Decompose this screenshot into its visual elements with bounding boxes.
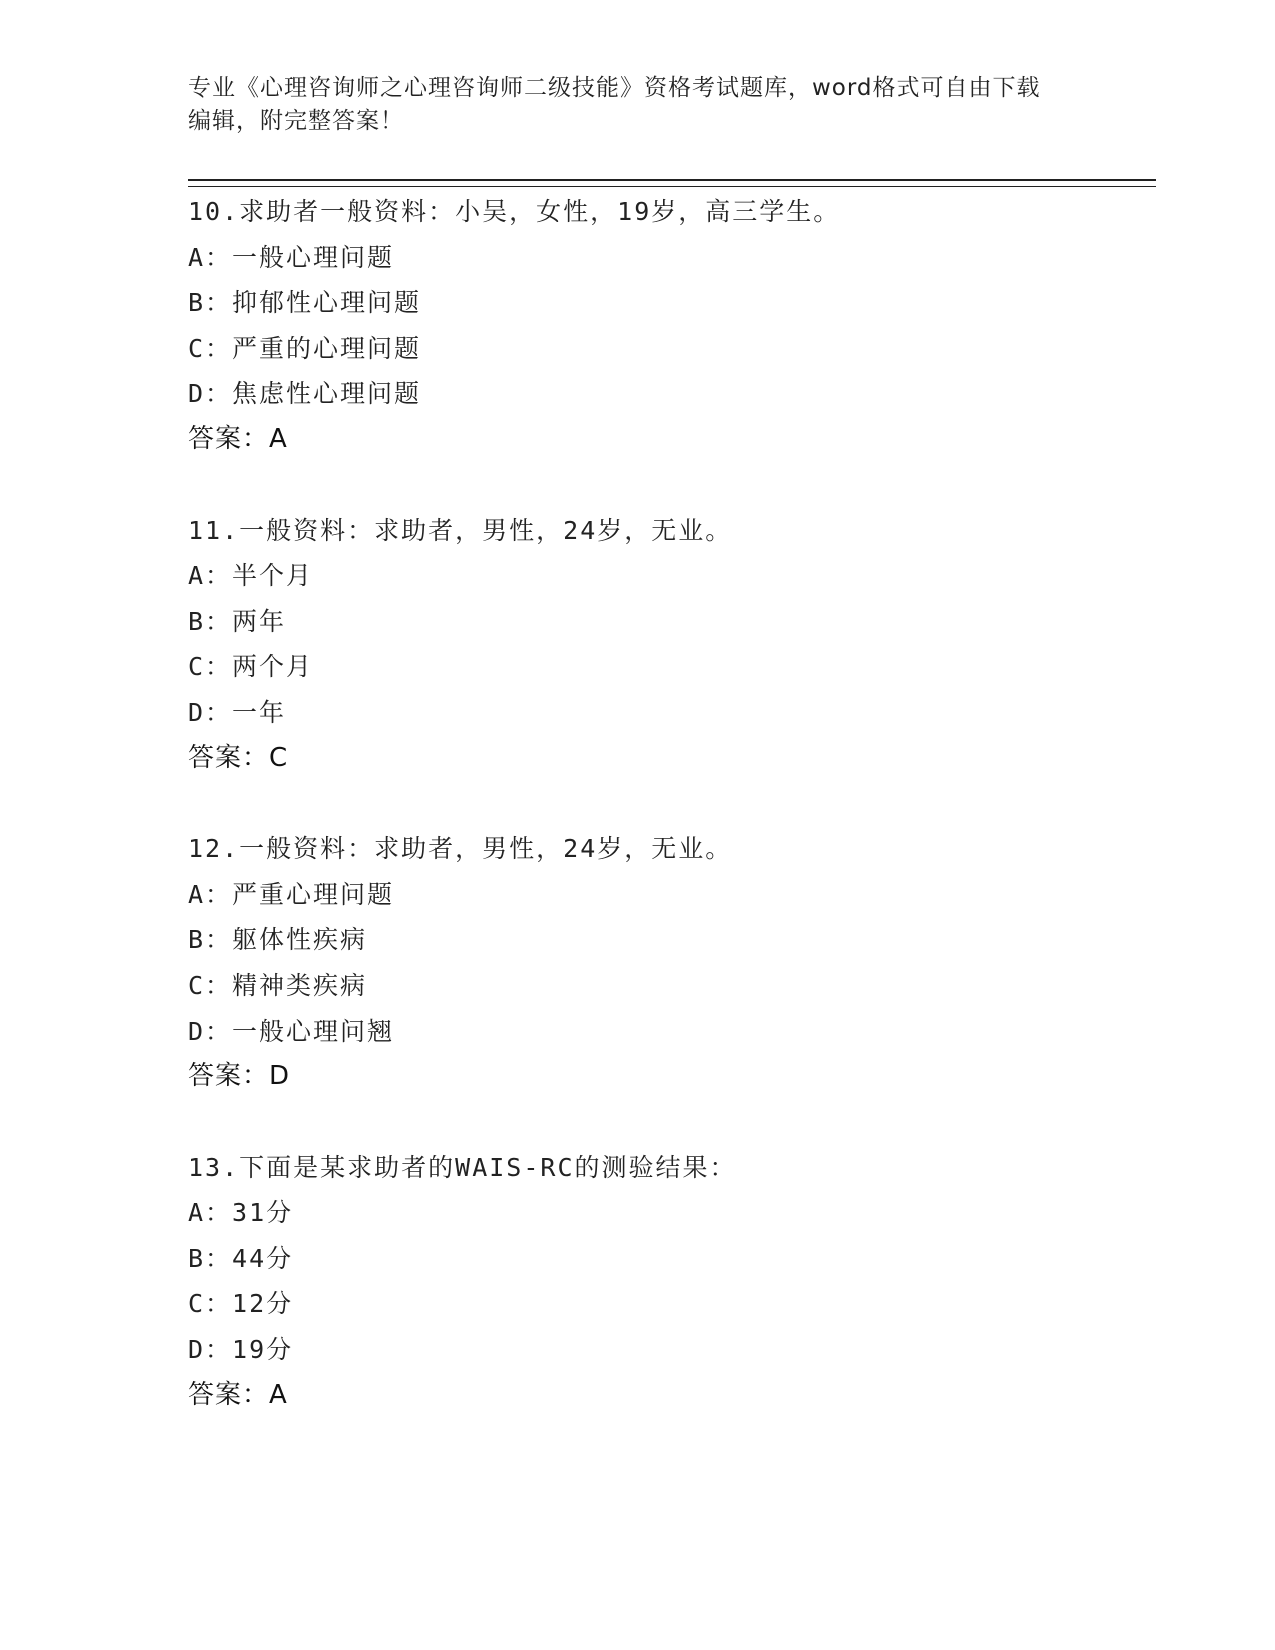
option-d: D：19分 (188, 1335, 294, 1365)
question-list (188, 189, 1148, 1463)
option-a: A：半个月 (188, 561, 314, 591)
question-12 (188, 826, 1148, 1100)
option-b: B：两年 (188, 606, 287, 636)
answer-line: 答案：A (188, 423, 288, 454)
option-b: B：躯体性疾病 (188, 925, 368, 955)
document-header (188, 72, 1088, 138)
question-11 (188, 508, 1148, 782)
option-c: C：12分 (188, 1289, 294, 1319)
option-c: C：严重的心理问题 (188, 333, 422, 363)
question-title: 11.一般资料：求助者，男性，24岁，无业。 (188, 515, 733, 545)
option-a: A：31分 (188, 1198, 294, 1228)
option-d: D：一年 (188, 697, 287, 727)
header-divider (188, 179, 1156, 187)
question-title: 10.求助者一般资料：小吴，女性，19岁，高三学生。 (188, 197, 841, 226)
question-title: 12.一般资料：求助者，男性，24岁，无业。 (188, 834, 733, 864)
header-line-2: 编辑，附完整答案！ (188, 108, 404, 134)
option-b: B：44分 (188, 1243, 294, 1273)
question-13 (188, 1145, 1148, 1419)
option-a: A：严重心理问题 (188, 879, 395, 909)
question-title: 13.下面是某求助者的WAIS-RC的测验结果： (188, 1152, 737, 1182)
document-page (188, 0, 1158, 1650)
option-d: D：一般心理问翘 (188, 1016, 395, 1046)
answer-line: 答案：A (188, 1379, 288, 1410)
header-line-1: 专业《心理咨询师之心理咨询师二级技能》资格考试题库，word格式可自由下载 (188, 75, 1041, 101)
option-c: C：两个月 (188, 652, 314, 682)
option-a: A：一般心理问题 (188, 242, 395, 272)
answer-line: 答案：D (188, 1061, 291, 1092)
option-d: D：焦虑性心理问题 (188, 379, 422, 409)
answer-line: 答案：C (188, 742, 289, 773)
option-b: B：抑郁性心理问题 (188, 288, 422, 318)
question-10 (188, 189, 1148, 463)
option-c: C：精神类疾病 (188, 970, 368, 1000)
